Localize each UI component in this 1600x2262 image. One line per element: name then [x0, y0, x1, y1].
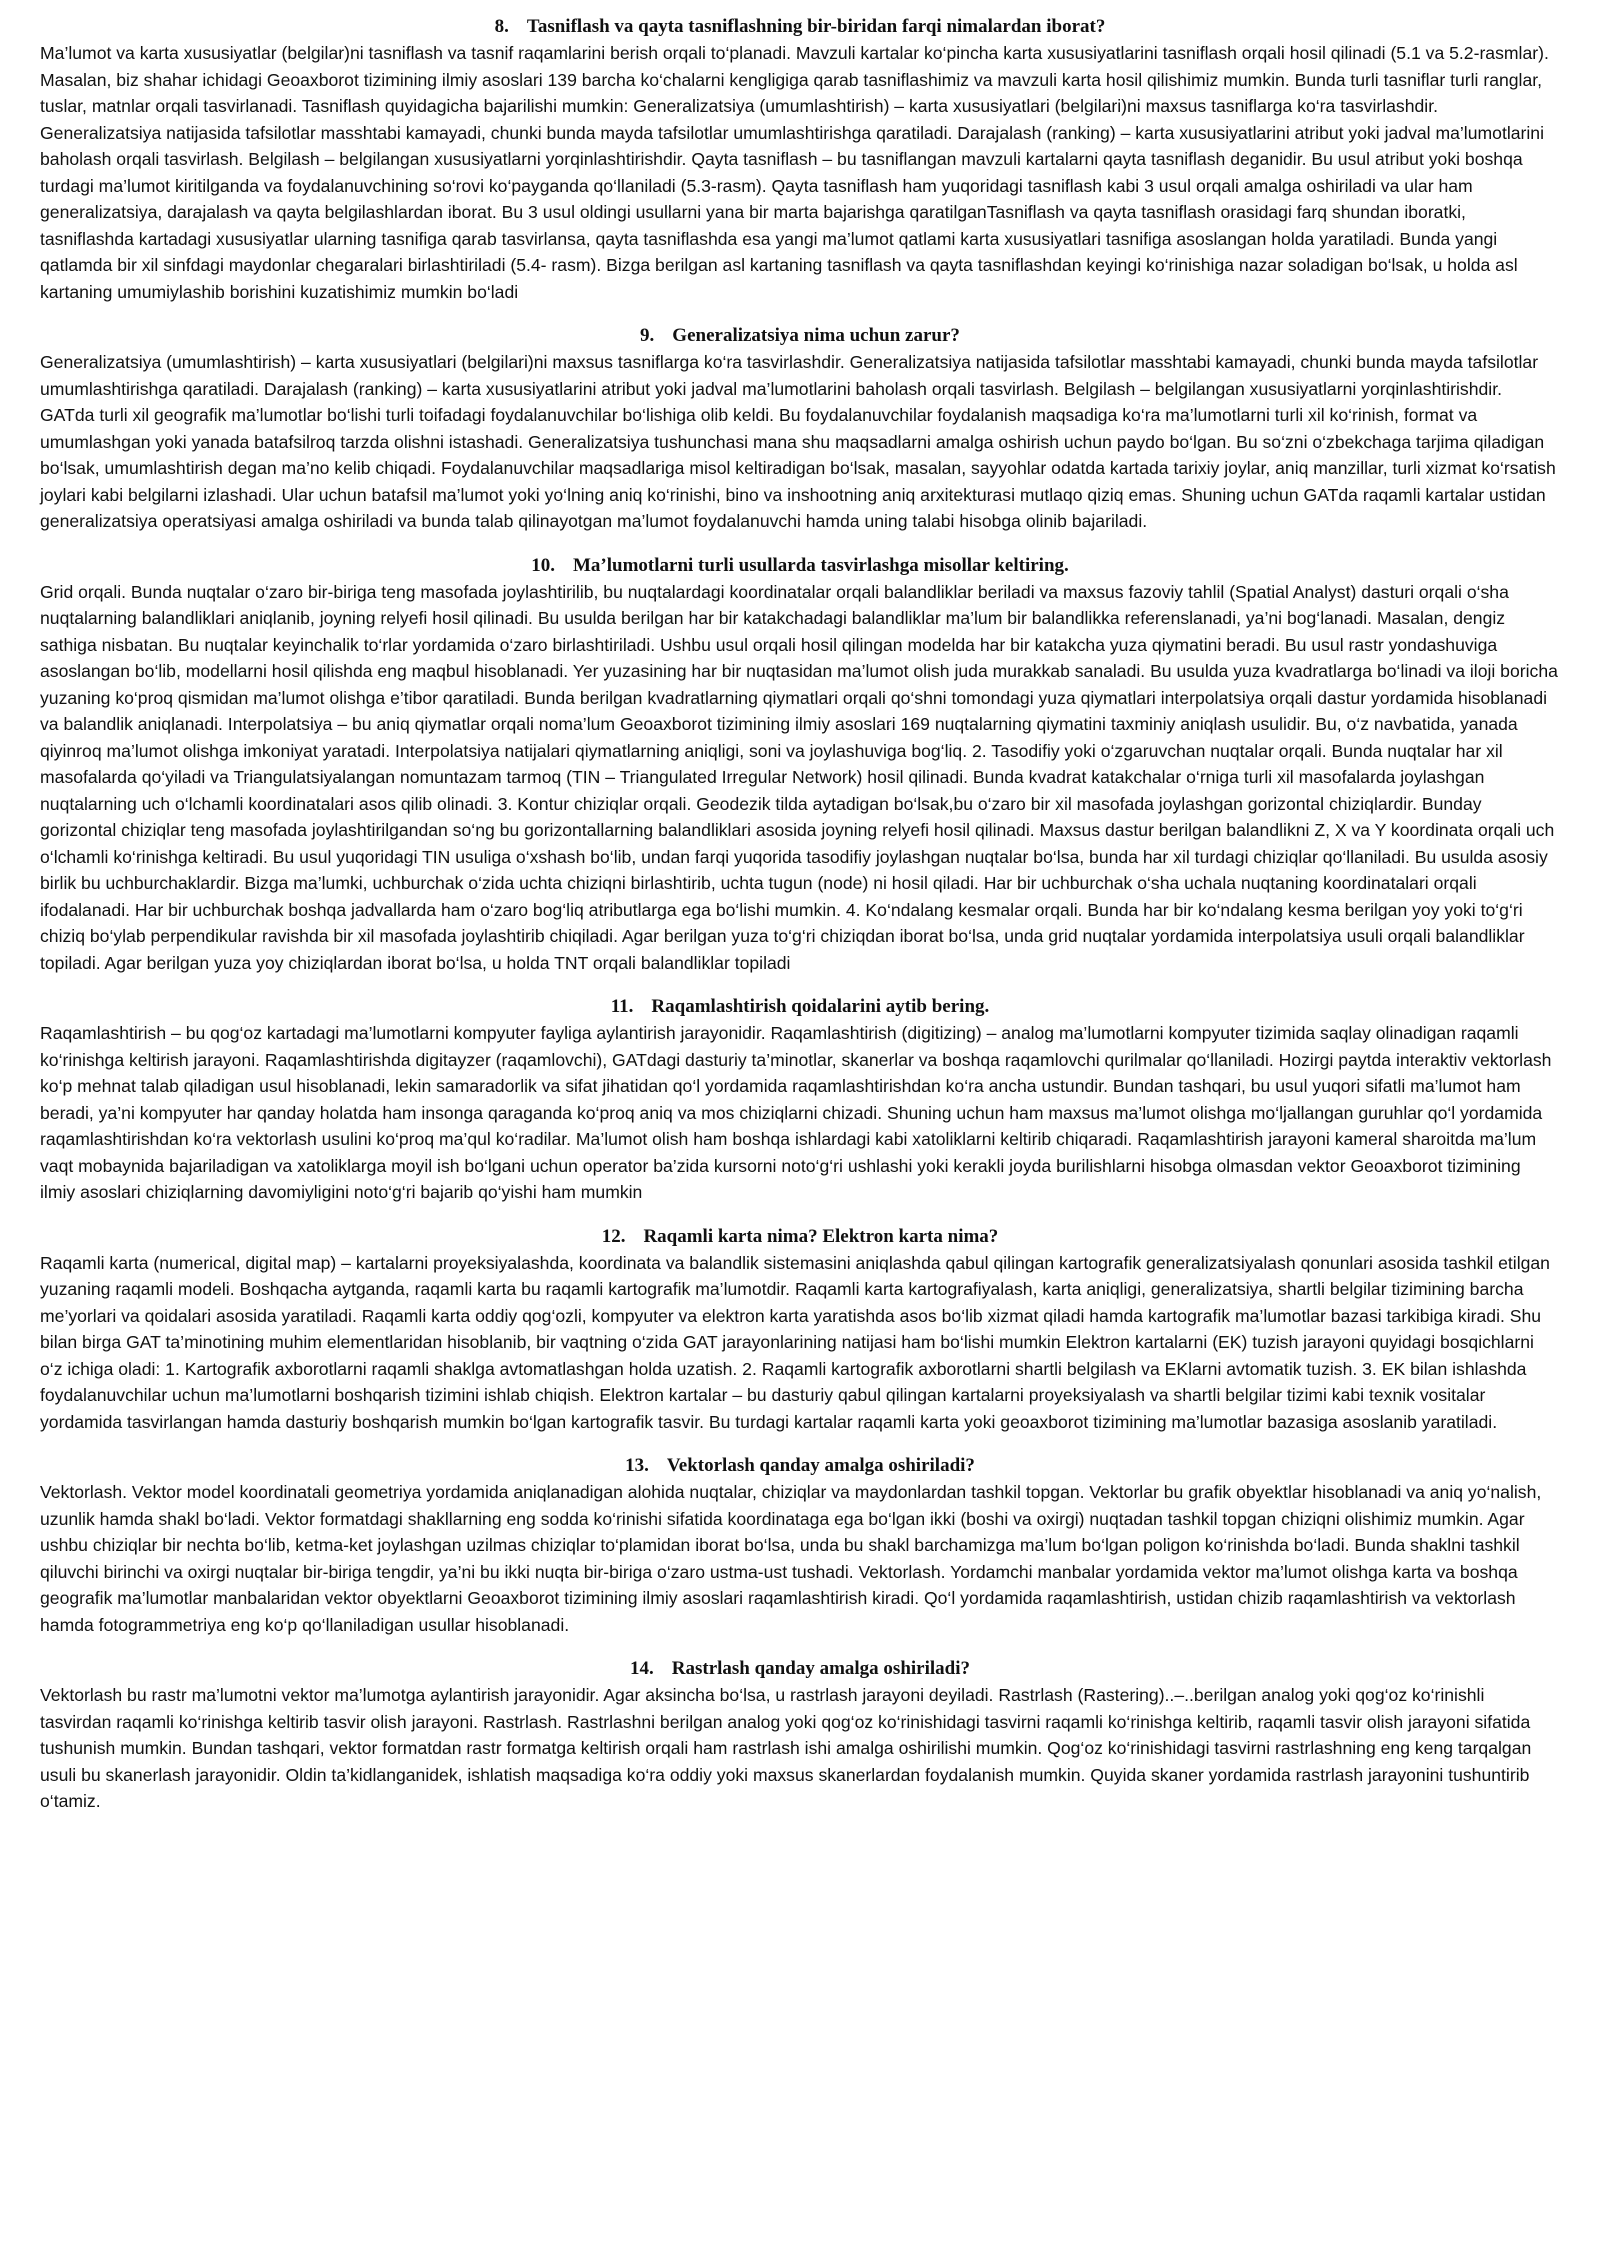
section-title: Raqamli karta nima? Elektron karta nima? — [643, 1225, 999, 1247]
section-title: Ma’lumotlarni turli usullarda tasvirlashga misollar keltiring. — [572, 554, 1069, 576]
section-title: Raqamlashtirish qoidalarini aytib bering. — [651, 996, 990, 1017]
section-body: Ma’lumot va karta xususiyatlar (belgilar)ni tasniflash va tasnif raqamlarini berish orqali to‘planadi. Mavzuli kartalar ko‘pincha karta xususiyatlarini tasniflash orqali hosil qilinadi (5.1 va 5.2-rasmlar). Masalan, biz shahar ichidagi Geoaxborot tizimining ilmiy asoslari 139 barcha ko‘chalarni kengligiga qarab tasniflashimiz va mavzuli karta hosil qilishimiz mumkin. Bunda turli tasniflar turli ranglar, tuslar, matnlar orqali tasvirlanadi. Tasniflash quyidagicha bajarilishi mumkin: Generalizatsiya (umumlashtirish) – karta xususiyatlari (belgilari)ni maxsus tasniflarga ko‘ra tasvirlashdir. Generalizatsiya natijasida tafsilotlar masshtabi kamayadi, chunki bunda mayda tafsilotlar umumlashtirishga qaratiladi. Darajalash (ranking) – karta xususiyatlarini atribut yoki jadval ma’lumotlarini baholash orqali tasvirlash. Belgilash – belgilangan xususiyatlarni yorqinlashtirishdir. Qayta tasniflash – bu tasniflangan mavzuli kartalarni qayta tasniflash deganidir. Bu usul atribut yoki boshqa turdagi ma’lumot kiritilganda va foydalanuvchining so‘rovi ko‘payganda qo‘llaniladi (5.3-rasm). Qayta tasniflash ham yuqoridagi tasniflash kabi 3 usul orqali amalga oshiriladi va ular ham generalizatsiya, darajalash va qayta belgilashlardan iborat. Bu 3 usul oldingi usullarni yana bir marta bajarishga qaratilganTasniflash va qayta tasniflash orasidagi farq shundan iboratki, tasniflashda kartadagi xususiyatlar ularning tasnifiga qarab tasvirlansa, qayta tasniflashda esa yangi ma’lumot qatlami karta xususiyatlari tasnifiga asoslangan holda yaratiladi. Bunda yangi qatlamda bir xil sinfdagi maydonlar chegaralari birlashtiriladi (5.4- rasm). Bizga berilgan asl kartaning tasniflash va qayta tasniflashdan keyingi ko‘rinishiga nazar soladigan bo‘lsak, u holda asl kartaning umumiylashib borishini kuzatishimiz mumkin bo‘ladi — [40, 43, 1549, 302]
section-title: Generalizatsiya nima uchun zarur? — [672, 325, 960, 346]
section-body: Vektorlash bu rastr ma’lumotni vektor ma’lumotga aylantirish jarayonidir. Agar aksincha bo‘lsa, u rastrlash jarayoni deyiladi. Rastrlash (Rastering)..–..berilgan analog yoki qog‘oz ko‘rinishli tasvirdan raqamli ko‘rinishga keltirib tasvir olish jarayoni. Rastrlash. Rastrlashni berilgan analog yoki qog‘oz ko‘rinishidagi tasvirni raqamli ko‘rinishga keltirib, raqamli tasvir olish jarayoni sifatida tushunish mumkin. Bundan tashqari, vektor formatdan rastr formatga keltirish orqali ham rastrlash ishi amalga oshirilishi mumkin. Qog‘oz ko‘rinishidagi tasvirni rastrlashning eng keng tarqalgan usuli bu skanerlash jarayonidir. Oldin ta’kidlanganidek, ishlatish maqsadiga ko‘ra oddiy yoki maxsus skanerlardan foydalanish mumkin. Quyida skaner yordamida rastrlash jarayonini tushuntirib o‘tamiz. — [40, 1685, 1532, 1811]
section-number: 13. — [625, 1455, 649, 1476]
section-heading — [40, 323, 1560, 349]
section-heading — [40, 994, 1560, 1020]
section-10 — [40, 553, 1560, 977]
section-number: 10. — [531, 554, 555, 576]
section-body: Raqamlashtirish – bu qog‘oz kartadagi ma’lumotlarni kompyuter fayliga aylantirish jarayonidir. Raqamlashtirish (digitizing) – analog ma’lumotlarni kompyuter tizimida saqlay olinadigan raqamli ko‘rinishga keltirish jarayoni. Raqamlashtirishda digitayzer (raqamlovchi), GATdagi dasturiy ta’minotlar, skanerlar va boshqa raqamlovchi qurilmalar qo‘llaniladi. Hozirgi paytda interaktiv vektorlash ko‘p mehnat talab qiladigan usul hisoblanadi, lekin samaradorlik va sifat jihatidan qo‘l yordamida raqamlashtirishdan ko‘ra ancha ustundir. Bundan tashqari, bu usul yuqori sifatli ma’lumot ham beradi, ya’ni kompyuter har qanday holatda ham insonga qaraganda ko‘proq aniq va mos chiziqlarni chizadi. Shuning uchun ham maxsus ma’lumot olishga mo‘ljallangan guruhlar qo‘l yordamida raqamlashtirishdan ko‘ra vektorlash usulini ko‘proq ma’qul ko‘radilar. Ma’lumot olish ham boshqa ishlardagi kabi xatoliklarni keltirib chiqaradi. Raqamlashtirish jarayoni kameral sharoitda ma’lum vaqt mobaynida bajariladigan va xatoliklarga moyil ish bo‘lgani uchun operator ba’zida kursorni noto‘g‘ri ushlashi yoki kerakli joyda burilishlarni hisobga olmasdan vektor Geoaxborot tizimining ilmiy asoslari chiziqlarning davomiyligini noto‘g‘ri bajarib qo‘yishi ham mumkin — [40, 1023, 1552, 1202]
section-11 — [40, 994, 1560, 1206]
section-body: Generalizatsiya (umumlashtirish) – karta xususiyatlari (belgilari)ni maxsus tasniflarga ko‘ra tasvirlashdir. Generalizatsiya natijasida tafsilotlar masshtabi kamayadi, chunki bunda mayda tafsilotlar umumlashtirishga qaratiladi. Darajalash (ranking) – karta xususiyatlarini atribut yoki jadval ma’lumotlarini baholash orqali tasvirlash. Belgilash – belgilangan xususiyatlarni yorqinlashtirishdir. GATda turli xil geografik ma’lumotlar bo‘lishi turli toifadagi foydalanuvchilar bo‘lishiga olib keldi. Bu foydalanuvchilar foydalanish maqsadiga ko‘ra ma’lumotlarni turli xil ko‘rinish, format va umumlashgan yoki yanada batafsilroq tarzda olishni istashadi. Generalizatsiya tushunchasi mana shu maqsadlarni amalga oshirish uchun paydo bo‘lgan. Bu so‘zni o‘zbekchaga tarjima qiladigan bo‘lsak, umumlashtirish degan ma’no kelib chiqadi. Foydalanuvchilar maqsadlariga misol keltiradigan bo‘lsak, masalan, sayyohlar odatda kartada tarixiy joylar, aniq manzillar, turli xizmat ko‘rsatish joylari kabi belgilarni izlashadi. Ular uchun batafsil ma’lumot yoki yo‘lning aniq ko‘rinishi, bino va inshootning aniq arxitekturasi mutlaqo qiziq emas. Shuning uchun GATda raqamli kartalar ustidan generalizatsiya operatsiyasi amalga oshiriladi va bunda talab qilinayotgan ma’lumot foydalanuvchi hamda uning talabi hisobga olinib bajariladi. — [40, 352, 1556, 531]
section-heading — [40, 14, 1560, 40]
section-title: Tasniflash va qayta tasniflashning bir-biridan farqi nimalardan iborat? — [526, 16, 1106, 37]
document-page — [40, 14, 1560, 1833]
section-body: Raqamli karta (numerical, digital map) – kartalarni proyeksiyalashda, koordinata va balandlik sistemasini aniqlashda qabul qilingan kartografik generalizatsiyalash qonunlari asosida tashkil etilgan yuzaning raqamli modeli. Boshqacha aytganda, raqamli karta bu raqamli kartografik ma’lumotdir. Raqamli karta kartografiyalash, karta aniqligi, generalizatsiya, shartli belgilar tizimining barcha me’yorlari va qoidalari asosida yaratiladi. Raqamli karta oddiy qog‘ozli, kompyuter va elektron karta yaratishda asos bo‘lib xizmat qiladi hamda kartografik ma’lumotlar bazasi tarkibiga kiradi. Shu bilan birga GAT ta’minotining muhim elementlaridan hisoblanib, bir vaqtning o‘zida GAT jarayonlarining natijasi ham bo‘lishi mumkin Elektron kartalarni (EK) tuzish jarayoni quyidagi bosqichlarni o‘z ichiga oladi: 1. Kartografik axborotlarni raqamli shaklga avtomatlashgan holda uzatish. 2. Raqamli kartografik axborotlarni shartli belgilash va EKlarni avtomatik tuzish. 3. EK bilan ishlashda foydalanuvchilar uchun ma’lumotlarni boshqarish tizimini ishlab chiqish. Elektron kartalar – bu dasturiy qabul qilingan kartalarni proyeksiyalash va shartli belgilar tizimi kabi texnik vositalar yordamida tasvirlangan hamda dasturiy boshqarish mumkin bo‘lgan kartografik tasvir. Bu turdagi kartalar raqamli karta yoki geoaxborot tizimining ma’lumotlar bazasiga asoslanib yaratiladi. — [40, 1252, 1550, 1432]
section-heading — [40, 1453, 1560, 1479]
section-number: 8. — [494, 16, 509, 37]
section-number: 9. — [640, 325, 655, 346]
section-number: 11. — [610, 996, 634, 1017]
section-heading — [40, 553, 1560, 579]
section-body: Vektorlash. Vektor model koordinatali geometriya yordamida aniqlanadigan alohida nuqtalar, chiziqlar va maydonlardan tashkil topgan. Vektorlar bu grafik obyektlar hisoblanadi va aniq yo‘nalish, uzunlik hamda shakl bo‘ladi. Vektor formatdagi shakllarning eng sodda ko‘rinishi sifatida koordinataga ega bo‘lgan ikki (boshi va oxirgi) nuqtadan tashkil topgan chiziqni olishimiz mumkin. Agar ushbu chiziqlar bir nechta bo‘lib, ketma-ket joylashgan uzilmas chiziqlar to‘plamidan iborat bo‘lsa, unda bu shakl barchamizga ma’lum bo‘lgan poligon ko‘rinishda bo‘ladi. Bunda shaklni tashkil qiluvchi birinchi va oxirgi nuqtalar bir-biriga tengdir, ya’ni bu ikki nuqta bir-biriga o‘zaro ustma-ust tushadi. Vektorlash. Yordamchi manbalar yordamida vektor ma’lumot olishga karta va boshqa geografik ma’lumotlar manbalaridan vektor obyektlarni Geoaxborot tizimining ilmiy asoslari raqamlashtirish kiradi. Qo‘l yordamida raqamlashtirish, ustidan chizib raqamlashtirish va vektorlash hamda fotogrammetriya eng ko‘p qo‘llaniladigan usullar hisoblanadi. — [40, 1482, 1542, 1635]
section-heading — [40, 1656, 1560, 1682]
section-body: Grid orqali. Bunda nuqtalar o‘zaro bir-biriga teng masofada joylashtirilib, bu nuqtalardagi koordinatalar orqali balandliklar beriladi va maxsus fazoviy tahlil (Spatial Analyst) dasturi orqali o‘sha nuqtalarning balandliklari aniqlanib, joyning relyefi hosil qilinadi. Bu usulda berilgan har bir katakchadagi balandliklar ma’lum bir balandlikka referenslanadi, ya’ni bog‘lanadi. Masalan, dengiz sathiga nisbatan. Bu nuqtalar keyinchalik to‘rlar yordamida o‘zaro birlashtiriladi. Ushbu usul orqali hosil qilingan modelda har bir katakcha yuza qiymatini beradi. Bu usul rastr yondashuviga asoslangan bo‘lib, modellarni hosil qilishda eng maqbul hisoblanadi. Yer yuzasining har bir nuqtasidan ma’lumot olish juda murakkab sanaladi. Bu usulda yuza kvadratlarga bo‘linadi va iloji boricha yuzaning ko‘proq qismidan ma’lumot olishga e’tibor qaratiladi. Bunda berilgan kvadratlarning qiymatlari orqali qo‘shni tomondagi yuza qiymatlari interpolatsiya orqali dastur yordamida hisoblanadi va balandlik aniqlanadi. Interpolatsiya – bu aniq qiymatlar orqali noma’lum Geoaxborot tizimining ilmiy asoslari 169 nuqtalarning qiymatini taxminiy aniqlash usulidir. Bu, o‘z navbatida, yanada qiyinroq ma’lumot olishga imkoniyat yaratadi. Interpolatsiya natijalari qiymatlarning aniqligi, soni va joylashuviga bog‘liq. 2. Tasodifiy yoki o‘zgaruvchan nuqtalar orqali. Bunda nuqtalar har xil masofalarda qo‘yiladi va Triangulatsiyalangan nomuntazam tarmoq (TIN – Triangulated Irregular Network) hosil qilinadi. Bunda kvadrat katakchalar o‘rniga turli xil masofalarda joylashgan nuqtalarning uch o‘lchamli koordinatalari asos qilib olinadi. 3. Kontur chiziqlar orqali. Geodezik tilda aytadigan bo‘lsak,bu o‘zaro bir xil masofada joylashgan gorizontal chiziqlardir. Bunday gorizontal chiziqlar teng masofada joylashtirilgandan so‘ng bu gorizontallarning balandliklari asosida joyning relyefi hosil qilinadi. Maxsus dastur berilgan balandlikni Z, X va Y koordinata orqali uch o‘lchamli ko‘rinishga keltiradi. Bu usul yuqoridagi TIN usuliga o‘xshash bo‘lib, undan farqi yuqorida tasodifiy joylashgan nuqtalar bo‘lsa, bunda har xil turdagi chiziqlar qo‘llaniladi. Bu usulda asosiy birlik bu uchburchaklardir. Bizga ma’lumki, uchburchak o‘zida uchta chiziqni birlashtirib, uchta tugun (node) ni hosil qiladi. Har bir uchburchak o‘sha uchala nuqtaning koordinatalari orqali ifodalanadi. Har bir uchburchak boshqa jadvallarda ham o‘zaro bog‘liq atributlarga ega bo‘lishi mumkin. 4. Ko‘ndalang kesmalar orqali. Bunda har bir ko‘ndalang kesma berilgan yoy yoki to‘g‘ri chiziq bo‘ylab perpendikular ravishda bir xil masofada joylashtirib chiqiladi. Agar berilgan yuza to‘g‘ri chiziqdan iborat bo‘lsa, unda grid nuqtalar yordamida interpolatsiya usuli orqali balandliklar topiladi. Agar berilgan yuza yoy chiziqlardan iborat bo‘lsa, u holda TNT orqali balandliklar topiladi — [40, 581, 1558, 973]
section-8 — [40, 14, 1560, 305]
section-number: 12. — [601, 1225, 626, 1247]
section-title: Vektorlash qanday amalga oshiriladi? — [666, 1455, 975, 1476]
section-14 — [40, 1656, 1560, 1815]
section-title: Rastrlash qanday amalga oshiriladi? — [671, 1658, 970, 1679]
section-heading — [40, 1224, 1560, 1250]
section-13 — [40, 1453, 1560, 1638]
section-number: 14. — [630, 1658, 654, 1679]
section-9 — [40, 323, 1560, 535]
section-12 — [40, 1224, 1560, 1436]
